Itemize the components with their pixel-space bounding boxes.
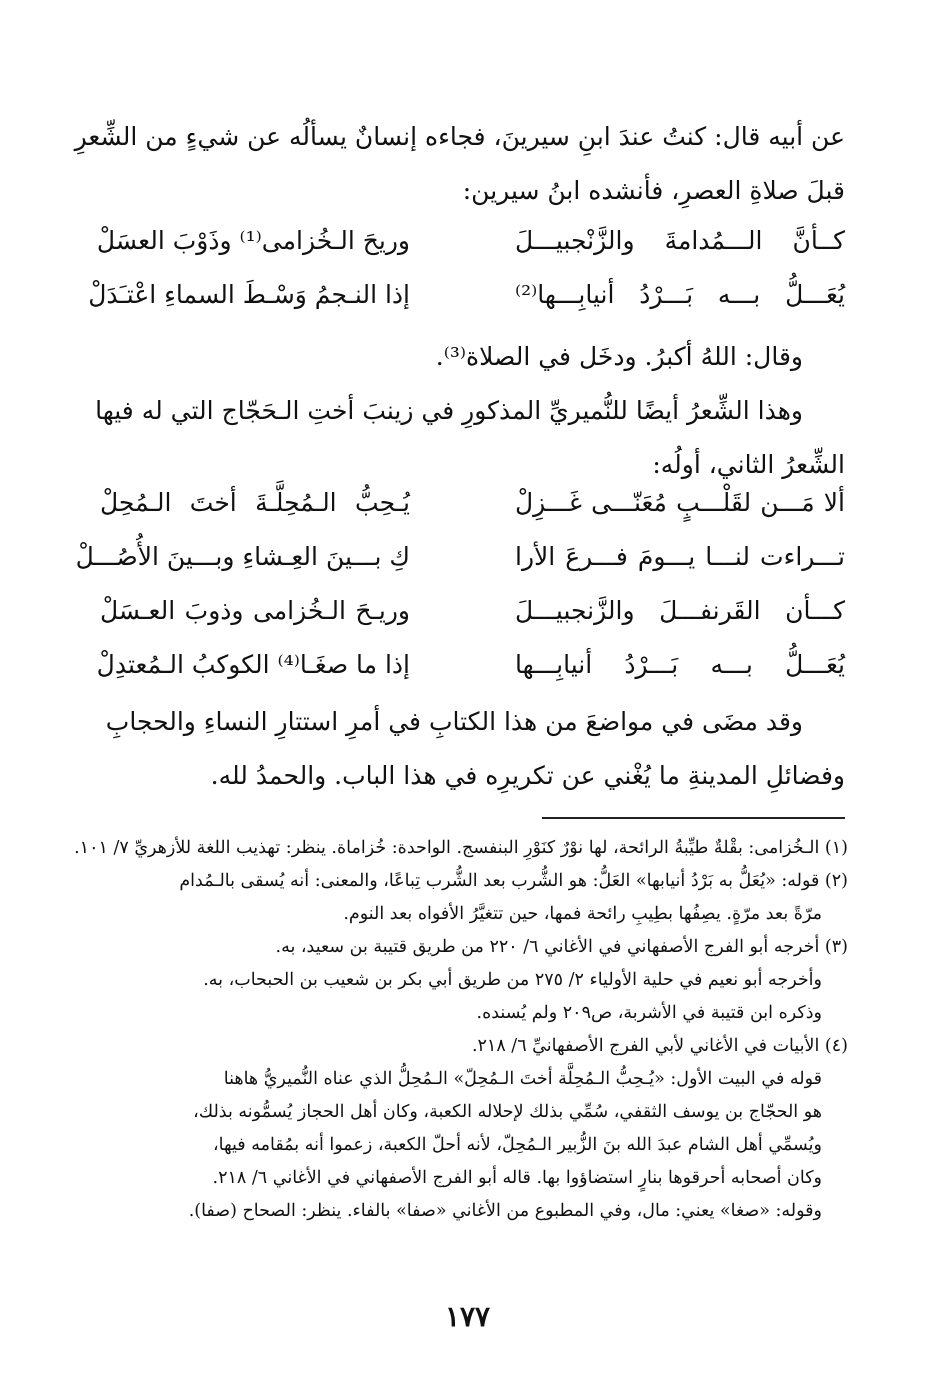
verse-first-hemistich: يُعَـــلُّ بـــه بَـــرْدُ أنيابِـــها [515, 650, 845, 679]
poem-verse [75, 530, 845, 584]
verse-second-hemistich: وريـحَ الـخُزامى وذوبَ العـسَلْ [100, 596, 410, 625]
text-line: وفضائلِ المدينةِ ما يُغْني عن تكريرِه في هذا الباب. والحمدُ لله. [210, 761, 845, 790]
paragraph-closing [100, 695, 845, 803]
poem-verse [96, 638, 845, 692]
verse-first-hemistich: كـــأن القَرنفـــلَ والزَّنجبيـــلَ [515, 596, 845, 625]
text-line: وقال: اللهُ أكبرُ. ودخَل في الصلاة⁽³⁾. [435, 342, 803, 371]
footnote-line: وكان أصحابه أحرقوها بنارٍ استضاؤوا بها. قاله أبو الفرج الأصفهاني في الأغاني ٦/ ٢١٨. [212, 1168, 822, 1188]
verse-first-hemistich: كــأنَّ الـــمُدامةَ والزَّنْجبيـــلَ [515, 226, 845, 255]
text-line: الشِّعرُ الثاني، أولُه: [652, 450, 845, 479]
text-line: وقد مضَى في مواضعَ من هذا الكتابِ في أمرِ استتارِ النساءِ والحجابِ [105, 707, 803, 736]
footnote-line: مرّةً بعد مرّةٍ. يصِفُها بطِيبِ رائحة فمها، حين تتغيَّرُ الأفواه بعد النوم. [343, 904, 822, 924]
footnote-line: وأخرجه أبو نعيم في حلية الأولياء ٢/ ٢٧٥ من طريق أبي بكر بن شعيب بن الحبحاب، به. [203, 970, 822, 990]
footnote-line: (٣) أخرجه أبو الفرج الأصفهاني في الأغاني ٦/ ٢٢٠ من طريق قتيبة بن سعيد، به. [275, 937, 848, 957]
footnote-line: هو الحجّاج بن يوسف الثقفي، سُمِّي بذلك لإحلاله الكعبة، وكان أهل الحجاز يُسمُّونه بذلك، [193, 1102, 822, 1122]
verse-first-hemistich: يُعَـــلُّ بـــه بَـــرْدُ أنيابِـــها⁽²⁾ [515, 280, 845, 309]
paragraph-middle [95, 330, 845, 492]
poem-verse [100, 476, 845, 530]
poem-first [88, 214, 845, 322]
page-number: ١٧٧ [444, 1300, 491, 1333]
footnote-line: (٤) الأبيات في الأغاني لأبي الفرج الأصفهانيِّ ٦/ ٢١٨. [471, 1036, 848, 1056]
footnote-line: قوله في البيت الأول: «يُـحِبُّ الـمُحِلَّة أختَ الـمُحِلّ» الـمُحِلُّ الذي عناه النُّميريُّ هاهنا [223, 1069, 822, 1089]
verse-second-hemistich: كِ بـــينَ العِـشاءِ وبـــينَ الأُصُـــلْ [75, 542, 410, 571]
text-line: عن أبيه قال: كنتُ عندَ ابنِ سيرينَ، فجاءه إنسانٌ يسألُه عن شيءٍ من الشِّعرِ [74, 122, 845, 151]
footnote-line: (١) الـخُزامى: بقْلةٌ طيِّبةُ الرائحة، لها نوْرٌ كنَوْرِ البنفسج. الواحدة: خُزاماة. ينظر: تهذيب اللغة للأزهريِّ ٧/ ١٠١. [74, 838, 848, 858]
footnote-separator [542, 817, 845, 819]
text-line: قبلَ صلاةِ العصرِ، فأنشده ابنُ سيرين: [462, 176, 845, 205]
verse-first-hemistich: ألا مَـــن لقَلْـــبٍ مُعَنّـــى غَـــزِلْ [515, 488, 845, 517]
paragraph-intro [74, 110, 845, 218]
poem-verse [88, 268, 845, 322]
poem-verse [96, 214, 845, 268]
verse-second-hemistich: إذا النـجمُ وَسْـطَ السماءِ اعْتـَدَلْ [88, 280, 410, 309]
verse-second-hemistich: إذا ما صغَـا⁽⁴⁾ الكوكبُ الـمُعتدِلْ [96, 650, 410, 679]
verse-first-hemistich: تـــراءت لنـــا يـــومَ فـــرعَ الأرا [515, 542, 845, 571]
verse-second-hemistich: يُـحِبُّ الـمُحِلَّـةَ أختَ الـمُحِلْ [100, 488, 410, 517]
footnote-line: وقوله: «صغا» يعني: مال، وفي المطبوع من الأغاني «صفا» بالفاء. ينظر: الصحاح (صفا). [188, 1201, 822, 1221]
text-line: وهذا الشِّعرُ أيضًا للنُّميريِّ المذكورِ في زينبَ أختِ الـحَجّاج التي له فيها [95, 396, 803, 425]
footnote-line: (٢) قوله: «يُعَلُّ به بَرْدُ أنيابها» العَلُّ: هو الشُّرب بعد الشُّرب تِباعًا، والمعنى: أنه يُسقى بالـمُدام [179, 871, 848, 891]
footnotes [74, 832, 848, 1228]
verse-second-hemistich: وريحَ الـخُزامى⁽¹⁾ وذَوْبَ العسَلْ [96, 226, 410, 255]
footnote-line: وذكره ابن قتيبة في الأشربة، ص٢٠٩ ولم يُسنده. [476, 1003, 822, 1023]
poem-verse [100, 584, 845, 638]
poem-second [75, 476, 845, 692]
footnote-line: ويُسمِّي أهل الشام عبدَ الله بنَ الزُّبير الـمُحِلّ، لأنه أحلّ الكعبة، زعموا أنه بمُقامه فيها، [212, 1135, 822, 1155]
